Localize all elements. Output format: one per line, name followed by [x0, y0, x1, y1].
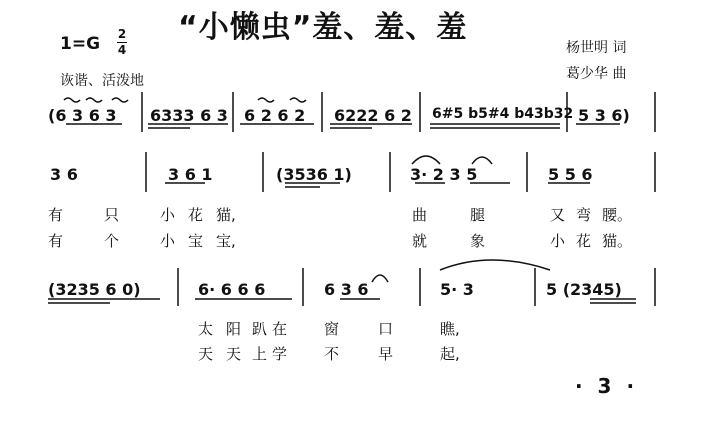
lyric-2-1-10: 腰。 — [602, 206, 633, 224]
measure-2-4: 3· 2 3 5 — [410, 165, 478, 184]
measure-3-4: 5· 3 — [440, 280, 474, 299]
lyric-3-2-5: 不 — [324, 345, 340, 363]
lyric-2-1-5: 猫, — [216, 206, 236, 224]
measure-1-6: 5 3 6) — [578, 106, 630, 125]
page-number: · 3 · — [575, 374, 639, 398]
lyric-3-2-3: 上 — [252, 345, 268, 363]
lyric-2-1-6: 曲 — [412, 206, 428, 224]
lyric-2-2-6: 就 — [412, 232, 428, 250]
measure-3-3: 6 3 6 — [324, 280, 369, 299]
lyric-3-1-6: 口 — [378, 320, 394, 338]
measure-3-1: (3235 6 0) — [48, 280, 141, 299]
lyric-3-2-4: 学 — [272, 345, 288, 363]
measure-2-5: 5 5 6 — [548, 165, 593, 184]
measure-3-5: 5 (2345) — [546, 280, 622, 299]
lyric-2-1-9: 弯 — [576, 206, 592, 224]
key-signature: 1=G — [60, 34, 101, 54]
tempo-marking: 诙谐、活泼地 — [60, 73, 144, 89]
lyric-2-2-1: 有 — [48, 232, 64, 250]
lyric-3-1-7: 瞧, — [440, 320, 460, 338]
lyric-2-2-3: 小 — [160, 232, 176, 250]
lyric-2-2-2: 个 — [104, 232, 120, 250]
measure-1-4: 6222 6 2 — [334, 106, 412, 125]
lyric-2-1-3: 小 — [160, 206, 176, 224]
lyric-2-2-8: 小 — [550, 232, 566, 250]
measure-2-3: (3536 1) — [276, 165, 352, 184]
lyric-2-1-8: 又 — [550, 206, 566, 224]
lyric-3-1-3: 趴 — [252, 320, 268, 338]
lyric-2-2-10: 猫。 — [602, 232, 633, 250]
lyric-2-2-4: 宝 — [188, 232, 204, 250]
song-title: “小懒虫”羞、羞、羞 — [178, 10, 468, 45]
lyric-3-2-6: 早 — [378, 345, 394, 363]
measure-3-2: 6· 6 6 6 — [198, 280, 266, 299]
lyric-2-2-7: 象 — [470, 232, 486, 250]
measure-1-2: 6333 6 3 — [150, 106, 228, 125]
lyricist-credit: 杨世明 词 — [566, 40, 627, 56]
measure-1-5: 6#5 b5#4 b43b32 — [432, 106, 574, 122]
time-sig-bottom: 4 — [117, 43, 127, 57]
lyric-3-1-4: 在 — [272, 320, 288, 338]
measure-2-1: 3 6 — [50, 165, 78, 184]
lyric-3-1-1: 太 — [198, 320, 214, 338]
lyric-3-1-5: 窗 — [324, 320, 340, 338]
lyric-2-1-1: 有 — [48, 206, 64, 224]
composer-credit: 葛少华 曲 — [566, 66, 627, 82]
measure-1-3: 6 2 6 2 — [244, 106, 306, 125]
lyric-2-1-4: 花 — [188, 206, 204, 224]
lyric-2-1-7: 腿 — [470, 206, 486, 224]
measure-1-1: (6 3 6 3 — [48, 106, 117, 125]
lyric-3-2-2: 天 — [226, 345, 242, 363]
lyric-2-1-2: 只 — [104, 206, 120, 224]
measure-2-2: 3 6 1 — [168, 165, 213, 184]
lyric-2-2-9: 花 — [576, 232, 592, 250]
lyric-3-1-2: 阳 — [226, 320, 242, 338]
time-sig-top: 2 — [117, 27, 127, 41]
lyric-3-2-7: 起, — [440, 345, 460, 363]
lyric-3-2-1: 天 — [198, 345, 214, 363]
lyric-2-2-5: 宝, — [216, 232, 236, 250]
